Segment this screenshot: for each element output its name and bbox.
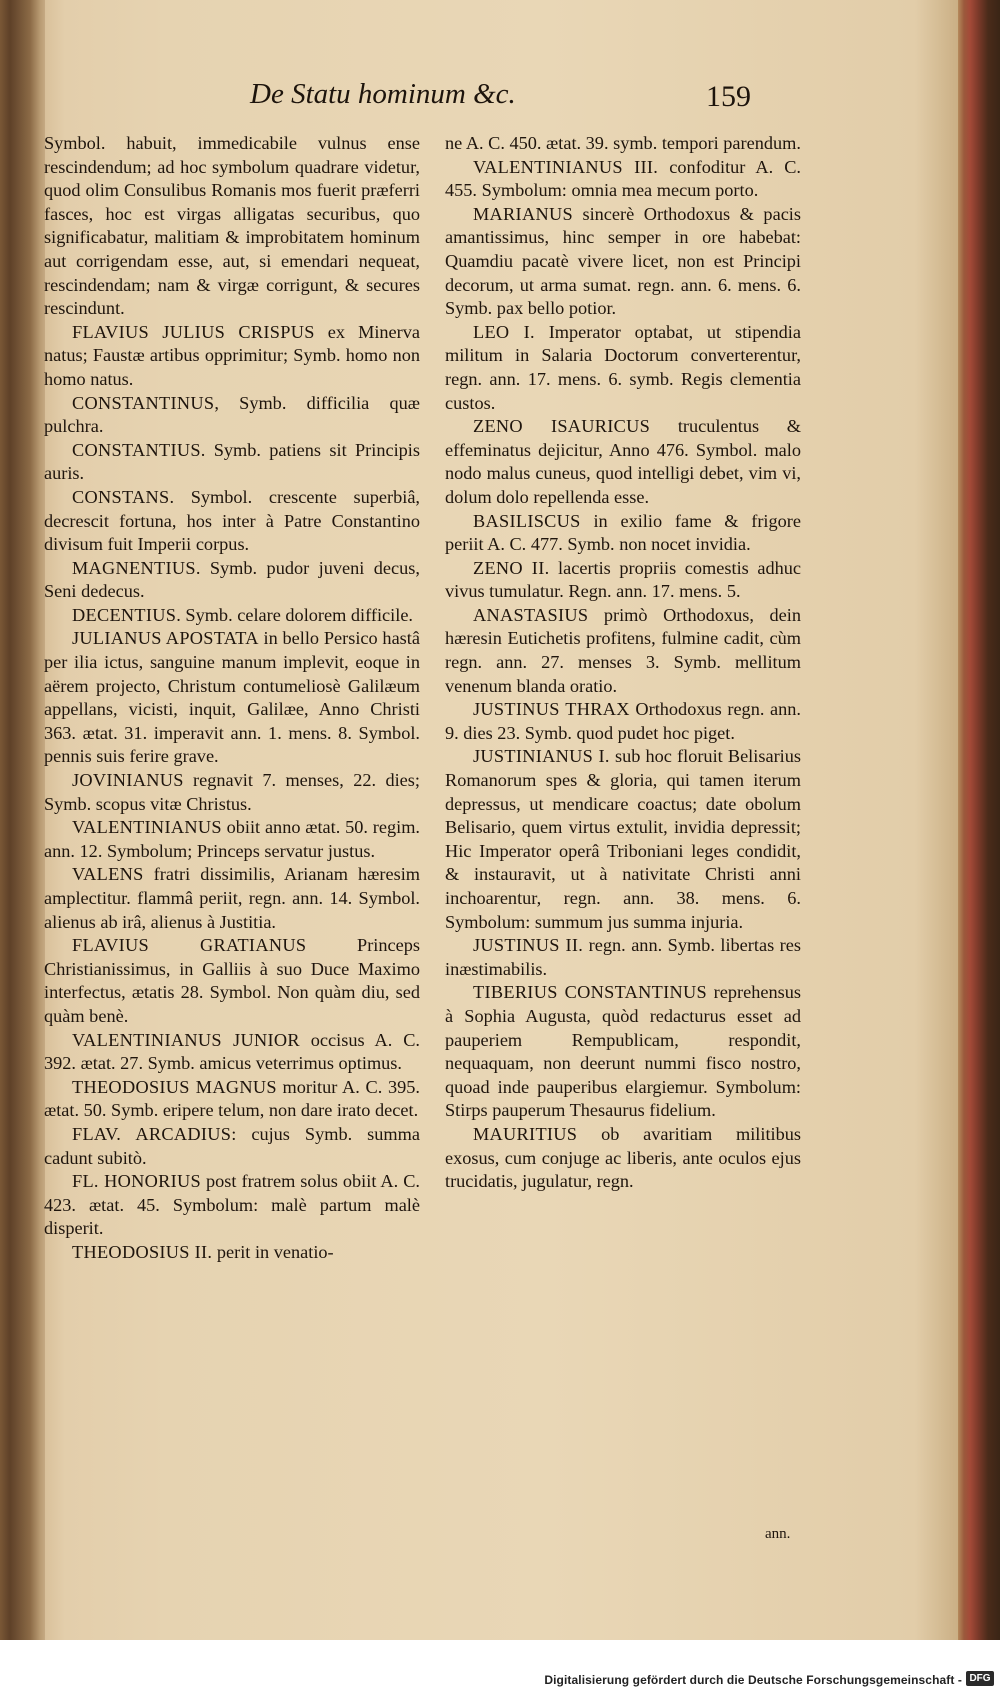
entry-paragraph	[44, 1076, 420, 1123]
entry-paragraph	[445, 1123, 801, 1194]
entry-paragraph	[445, 745, 801, 934]
entry-paragraph	[445, 981, 801, 1123]
entry-paragraph	[44, 1029, 420, 1076]
left-text-column	[44, 132, 420, 1265]
entry-paragraph	[44, 934, 420, 1028]
funding-credit: Digitalisierung gefördert durch die Deutsche Forschungsgemeinschaft -	[544, 1673, 962, 1687]
entry-paragraph	[44, 486, 420, 557]
entry-text: truculentus & effeminatus dejicitur, Anno 476. Symbol. malo nodo malus cuneus, quod intelligi debet, vim vi, dolum dolo repellenda esse.	[445, 416, 802, 507]
entry-text: . Symb. patiens sit Principis auris.	[44, 439, 420, 484]
entry-text: occisus A. C. 392. ætat. 27. Symb. amicus veterrimus optimus.	[44, 1029, 420, 1074]
entry-text: ne A. C. 450. ætat. 39. symb. tempori parendum.	[445, 133, 801, 153]
entry-text: in bello Persico hastâ per ilia ictus, sanguine manum implevit, eoque in aërem projecto, Christum contumeliosè Galilæum appellans, vicisti, inquit, Galilæe, Anno Christi 363. ætat. 31. imperavit ann. 1. mens. 8. Symbol. pennis suis ferire grave.	[44, 628, 420, 767]
running-header: De Statu hominum &c.	[250, 78, 516, 110]
emperor-name: ZENO II.	[473, 557, 550, 578]
entry-text: Princeps Christianissimus, in Galliis à suo Duce Maximo interfectus, ætatis 28. Symbol. Non quàm diu, sed quàm benè.	[44, 935, 421, 1026]
digitization-footer	[0, 1640, 1000, 1695]
emperor-name: LEO I.	[473, 321, 535, 342]
entry-paragraph	[44, 132, 420, 321]
entry-paragraph	[44, 1170, 420, 1241]
emperor-name: JUSTINIANUS I.	[473, 746, 610, 767]
emperor-name: CONSTANS	[72, 486, 170, 507]
entry-text: sincerè Orthodoxus & pacis amantissimus, hinc semper in ore habebat: Quamdiu pacatè vivere licet, non est Principi decorum, ut arma sumat. regn. ann. 6. mens. 6. Symb. pax bello potior.	[445, 203, 801, 319]
facing-page-edge	[0, 0, 44, 1640]
entry-text: reprehensus à Sophia Augusta, quòd redacturus esset ad pauperiem Rempublicam, respondit, nequaquam, non deerunt nummi fisco nostro, quoad inde pauperibus elargiemur. Symbolum: Stirps pauperum Thesaurus fidelium.	[445, 982, 801, 1121]
entry-text: fratri dissimilis, Arianam hæresim amplectitur. flammâ periit, regn. ann. 14. Symbol. alienus ab irâ, alienus à Justitia.	[44, 864, 420, 932]
entry-text: . Symb. pudor juveni decus, Seni dedecus.	[44, 557, 420, 602]
emperor-name: MAURITIUS	[473, 1123, 578, 1144]
emperor-name: MARIANUS	[473, 203, 573, 224]
entry-paragraph	[445, 557, 801, 604]
book-spine-edge	[958, 0, 1000, 1640]
entry-paragraph	[445, 156, 801, 203]
emperor-name: JULIANUS APOSTATA	[72, 628, 259, 649]
entry-paragraph	[44, 321, 420, 392]
entry-paragraph	[445, 321, 801, 415]
emperor-name: ZENO ISAURICUS	[473, 416, 651, 437]
right-text-column	[445, 132, 801, 1194]
entry-paragraph	[44, 604, 420, 628]
emperor-name: FLAVIUS JULIUS CRISPUS	[72, 321, 315, 342]
emperor-name: VALENTINIANUS III.	[473, 156, 659, 177]
entry-paragraph	[44, 1241, 420, 1265]
entry-text: . Symb. celare dolorem difficile.	[176, 604, 414, 625]
entry-paragraph	[44, 627, 420, 769]
entry-paragraph	[44, 769, 420, 816]
entry-text: moritur A. C. 395. ætat. 50. Symb. eripere telum, non dare irato decet.	[44, 1076, 420, 1121]
entry-text: perit in venatio-	[212, 1241, 334, 1262]
emperor-name: JOVINIANUS	[72, 770, 184, 791]
emperor-name: THEODOSIUS MAGNUS	[72, 1076, 277, 1097]
dfg-logo-icon: DFG	[966, 1671, 994, 1686]
emperor-name: TIBERIUS CONSTANTINUS	[473, 982, 707, 1003]
emperor-name: ANASTASIUS	[473, 604, 589, 625]
entry-paragraph	[445, 604, 801, 698]
entry-paragraph	[445, 510, 801, 557]
entry-paragraph	[445, 203, 801, 321]
emperor-name: JUSTINUS II.	[473, 935, 584, 956]
entry-paragraph	[445, 415, 801, 509]
emperor-name: BASILISCUS	[473, 510, 581, 531]
emperor-name: VALENTINIANUS	[72, 817, 222, 838]
emperor-name: CONSTANTIUS	[72, 439, 201, 460]
entry-text: lacertis propriis comestis adhuc vivus tumulatur. Regn. ann. 17. mens. 5.	[445, 557, 801, 602]
emperor-name: JUSTINUS THRAX	[473, 699, 630, 720]
entry-paragraph	[44, 1123, 420, 1170]
entry-paragraph	[445, 934, 801, 981]
emperor-name: DECENTIUS	[72, 604, 177, 625]
entry-text: sub hoc floruit Belisarius Romanorum spes & gloria, qui tamen iterum depressus, ut mendicare coactus; date obolum Belisario, quem virtus extulit, invidia depressit; Hic Imperator operâ Triboniani leges condidit, & instauravit, ut à nativitate Christi anni inchoarentur, regn. ann. 38. mens. 6. Symbolum: summum jus summa injuria.	[445, 746, 801, 932]
page-number: 159	[706, 80, 751, 113]
catchword: ann.	[765, 1526, 791, 1542]
emperor-name: FLAV. ARCADIUS	[72, 1123, 232, 1144]
entry-text: Orthodoxus regn. ann. 9. dies 23. Symb. quod pudet hoc piget.	[445, 699, 802, 743]
emperor-name: FLAVIUS GRATIANUS	[72, 935, 307, 956]
entry-text: post fratrem solus obiit A. C. 423. ætat. 45. Symbolum: malè partum malè disperit.	[44, 1171, 420, 1239]
entry-text: , Symb. difficilia quæ pulchra.	[44, 392, 420, 437]
entry-text: ob avaritiam militibus exosus, cum conjuge ac liberis, ante oculos ejus trucidatis, jugulatur, regn.	[445, 1123, 801, 1192]
entry-text: in exilio fame & frigore periit A. C. 477. Symb. non nocet invidia.	[445, 510, 801, 555]
entry-text: . Symbol. crescente superbiâ, decrescit fortuna, hos inter à Patre Constantino divisum fuit Imperii corpus.	[44, 486, 420, 555]
entry-text: regn. ann. Symb. libertas res inæstimabilis.	[445, 935, 801, 979]
entry-paragraph	[445, 132, 801, 156]
entry-text: obiit anno ætat. 50. regim. ann. 12. Symbolum; Princeps servatur justus.	[44, 817, 420, 861]
entry-paragraph	[44, 816, 420, 863]
entry-text: ex Minerva natus; Faustæ artibus opprimitur; Symb. homo non homo natus.	[44, 321, 420, 389]
emperor-name: VALENTINIANUS JUNIOR	[72, 1029, 300, 1050]
emperor-name: FL. HONORIUS	[72, 1171, 201, 1192]
emperor-name: VALENS	[72, 864, 144, 885]
entry-paragraph	[44, 439, 420, 486]
entry-text: Imperator optabat, ut stipendia militum in Salaria Doctorum converterentur, regn. ann. 17. mens. 6. symb. Regis clementia custos.	[445, 321, 801, 413]
entry-paragraph	[44, 557, 420, 604]
entry-text: regnavit 7. menses, 22. dies; Symb. scopus vitæ Christus.	[44, 770, 420, 814]
entry-text: confoditur A. C. 455. Symbolum: omnia mea mecum porto.	[445, 156, 801, 201]
entry-text: Symbol. habuit, immedicabile vulnus ense rescindendum; ad hoc symbolum quadrare videtur, quod olim Consulibus Romanis mos fuerit præferri fasces, hoc est virgas alligatas securibus, quo significabatur, malitiam & improbitatem hominum aut corrigendam esse, aut, si emendari nequeat, rescindendam; nam & virgæ corrigunt, & secures rescindunt.	[44, 133, 420, 319]
emperor-name: CONSTANTINUS	[72, 392, 215, 413]
entry-paragraph	[44, 863, 420, 934]
emperor-name: MAGNENTIUS	[72, 557, 196, 578]
entry-paragraph	[445, 698, 801, 745]
entry-text: : cujus Symb. summa cadunt subitò.	[44, 1123, 420, 1168]
entry-paragraph	[44, 392, 420, 439]
entry-text: primò Orthodoxus, dein hæresin Eutichetis profitens, fulmine cadit, cùm regn. ann. 27. menses 3. Symb. mellitum venenum blanda oratio.	[445, 604, 801, 696]
emperor-name: THEODOSIUS II.	[72, 1241, 213, 1262]
